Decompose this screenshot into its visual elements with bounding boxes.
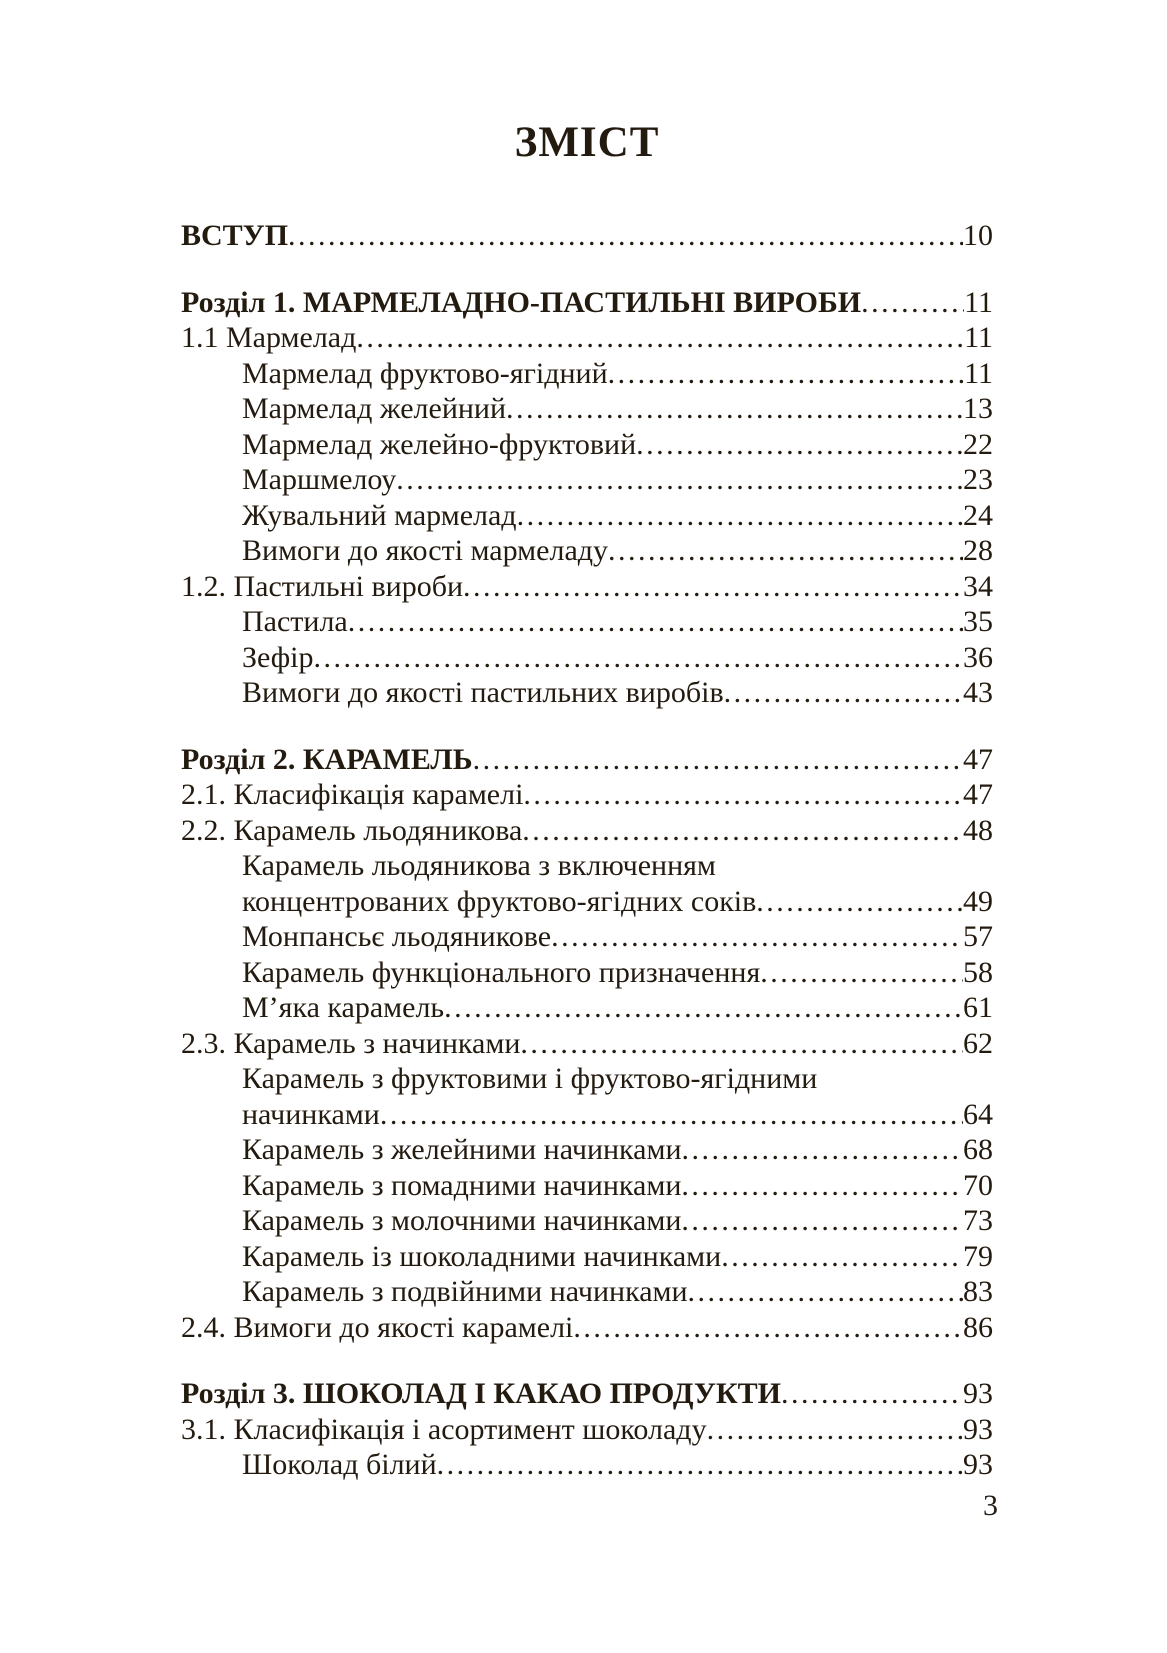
toc-leader-dots <box>573 1310 963 1346</box>
toc-entry-label: 3.1. Класифікація і асортимент шоколаду <box>181 1412 707 1446</box>
toc-entry-label: Карамель із шоколадними начинками <box>242 1239 722 1273</box>
toc-row <box>181 919 993 955</box>
toc-entry-page: 28 <box>963 534 993 567</box>
toc-row <box>181 990 993 1026</box>
toc-entry-page: 11 <box>964 285 993 319</box>
toc-row <box>181 955 993 991</box>
toc-leader-dots <box>313 640 963 676</box>
toc-entry-page: 47 <box>963 778 993 811</box>
toc-entry-label: 2.1. Класифікація карамелі <box>181 778 524 811</box>
toc-entry-label: Монпансьє льодяникове <box>242 920 552 953</box>
toc-leader-dots <box>781 1376 963 1412</box>
toc-leader-dots <box>636 427 963 463</box>
toc-leader-dots <box>608 533 963 569</box>
toc-row <box>181 675 993 711</box>
toc-leader-dots <box>396 462 963 498</box>
toc-leader-dots <box>463 569 963 605</box>
toc-entry-page: 36 <box>963 640 993 674</box>
toc-entry-page: 68 <box>963 1133 993 1166</box>
toc-row <box>181 1168 993 1204</box>
content-column <box>181 0 993 1483</box>
toc-row <box>181 1097 993 1133</box>
toc-row <box>181 777 993 813</box>
toc-row <box>181 1203 993 1239</box>
toc-leader-dots <box>473 742 963 778</box>
toc-leader-dots <box>608 356 964 392</box>
toc-entry-page: 34 <box>963 569 993 603</box>
toc-leader-dots <box>688 1274 963 1310</box>
toc-entry-label: Карамель з желейними начинками <box>242 1133 682 1166</box>
toc-leader-dots <box>520 1026 963 1062</box>
toc-leader-dots <box>682 1132 963 1168</box>
toc-entry-page: 11 <box>964 321 993 354</box>
toc-leader-dots <box>756 884 963 920</box>
toc-entry-label: Карамель льодяникова з включенням <box>242 849 716 882</box>
toc-row <box>181 391 993 427</box>
toc-entry-label: Вимоги до якості мармеладу <box>242 534 609 567</box>
page-number: 3 <box>983 1489 998 1522</box>
toc-entry-label: 2.4. Вимоги до якості карамелі <box>181 1310 574 1344</box>
toc-entry-page: 11 <box>964 356 993 390</box>
toc-entry-page: 93 <box>963 1412 993 1446</box>
toc-row <box>181 1026 993 1062</box>
toc-leader-dots <box>517 498 963 534</box>
toc-entry-label: 1.1 Мармелад <box>181 321 357 354</box>
toc-leader-dots <box>506 391 963 427</box>
toc-entry-page: 49 <box>963 884 993 918</box>
toc-entry-page: 57 <box>963 920 993 953</box>
toc-row <box>181 356 993 392</box>
toc-entry-label: Зефір <box>242 640 314 674</box>
toc-entry-page: 58 <box>963 955 993 989</box>
toc-entry-label: Розділ 1. МАРМЕЛАДНО-ПАСТИЛЬНІ ВИРОБИ <box>181 285 862 319</box>
toc-leader-dots <box>348 604 963 640</box>
toc-row <box>181 1412 993 1448</box>
toc-row <box>181 1132 993 1168</box>
toc-entry-page: 13 <box>963 392 993 425</box>
toc-row <box>181 462 993 498</box>
toc-leader-dots <box>522 813 963 849</box>
toc-row <box>181 320 993 356</box>
toc-row <box>181 1274 993 1310</box>
toc-row <box>181 1376 993 1412</box>
toc-entry-page: 93 <box>963 1448 993 1481</box>
toc-leader-dots <box>861 285 964 321</box>
toc-leader-dots <box>760 955 963 991</box>
toc-entry-page: 86 <box>963 1310 993 1344</box>
toc-entry-label: Маршмелоу <box>242 463 397 496</box>
toc-leader-dots <box>681 1168 963 1204</box>
toc-entry-label: Жувальний мармелад <box>242 498 517 532</box>
toc-entry-page: 83 <box>963 1275 993 1308</box>
toc-entry-page: 93 <box>963 1377 993 1410</box>
toc-row <box>181 1447 993 1483</box>
toc-entry-page: 73 <box>963 1204 993 1237</box>
toc-entry-label: Вимоги до якості пастильних виробів <box>242 676 724 709</box>
toc-entry-label: Розділ 3. ШОКОЛАД І КАКАО ПРОДУКТИ <box>181 1377 782 1410</box>
toc-entry-label: Шоколад білий <box>242 1448 437 1481</box>
toc-row <box>181 569 993 605</box>
toc-row <box>181 1061 993 1097</box>
toc-row <box>181 498 993 534</box>
toc-entry-label: ВСТУП <box>181 219 289 252</box>
toc-entry-label: Карамель з фруктовими і фруктово-ягідними <box>242 1062 818 1095</box>
toc-row <box>181 218 993 254</box>
toc-entry-page: 64 <box>963 1097 993 1131</box>
toc-row <box>181 533 993 569</box>
toc-entry-label: Пастила <box>242 605 348 638</box>
toc-row <box>181 285 993 321</box>
toc-row <box>181 640 993 676</box>
toc-entry-page: 47 <box>963 742 993 776</box>
toc-entry-page: 79 <box>963 1239 993 1273</box>
toc-leader-dots <box>681 1203 963 1239</box>
toc-entry-page: 62 <box>963 1026 993 1060</box>
toc-entry-label: Мармелад желейно-фруктовий <box>242 427 637 461</box>
toc-entry-label: 2.2. Карамель льодяникова <box>181 813 523 847</box>
toc-leader-dots <box>380 1097 963 1133</box>
toc-entry-page: 43 <box>963 676 993 709</box>
toc-entry-page: 23 <box>963 463 993 496</box>
toc-leader-dots <box>551 919 963 955</box>
toc-entry-label: концентрованих фруктово-ягідних соків <box>242 884 757 918</box>
toc-row <box>181 604 993 640</box>
toc-entry-label: начинками <box>242 1097 380 1131</box>
toc-leader-dots <box>437 1447 963 1483</box>
toc-entry-label: Розділ 2. КАРАМЕЛЬ <box>181 742 473 776</box>
toc-entry-page: 48 <box>963 813 993 847</box>
toc-leader-dots <box>721 1239 963 1275</box>
toc-list <box>181 218 993 1483</box>
toc-entry-page: 22 <box>963 427 993 461</box>
toc-entry-label: Карамель з молочними начинками <box>242 1204 682 1237</box>
toc-leader-dots <box>356 320 964 356</box>
toc-leader-dots <box>724 675 963 711</box>
toc-leader-dots <box>444 990 963 1026</box>
toc-entry-page: 10 <box>963 219 993 252</box>
toc-row <box>181 742 993 778</box>
toc-row <box>181 427 993 463</box>
toc-entry-label: М’яка карамель <box>242 991 445 1024</box>
toc-entry-label: Карамель з подвійними начинками <box>242 1275 688 1308</box>
toc-row <box>181 848 993 884</box>
toc-leader-dots <box>707 1412 963 1448</box>
toc-leader-dots <box>523 777 963 813</box>
toc-entry-label: Мармелад желейний <box>242 392 507 425</box>
toc-entry-label: 1.2. Пастильні вироби <box>181 569 464 603</box>
toc-row <box>181 884 993 920</box>
toc-entry-label: 2.3. Карамель з начинками <box>181 1026 521 1060</box>
toc-entry-label: Мармелад фруктово-ягідний <box>242 356 608 390</box>
toc-row <box>181 813 993 849</box>
toc-entry-label: Карамель з помадними начинками <box>242 1168 682 1202</box>
toc-entry-page: 24 <box>963 498 993 532</box>
toc-entry-page: 61 <box>963 991 993 1024</box>
toc-entry-page: 35 <box>963 605 993 638</box>
toc-entry-label: Карамель функціонального призначення <box>242 955 761 989</box>
toc-row <box>181 1310 993 1346</box>
toc-entry-page: 70 <box>963 1168 993 1202</box>
toc-leader-dots <box>288 218 963 254</box>
page-title: ЗМІСТ <box>514 119 660 166</box>
toc-row <box>181 1239 993 1275</box>
